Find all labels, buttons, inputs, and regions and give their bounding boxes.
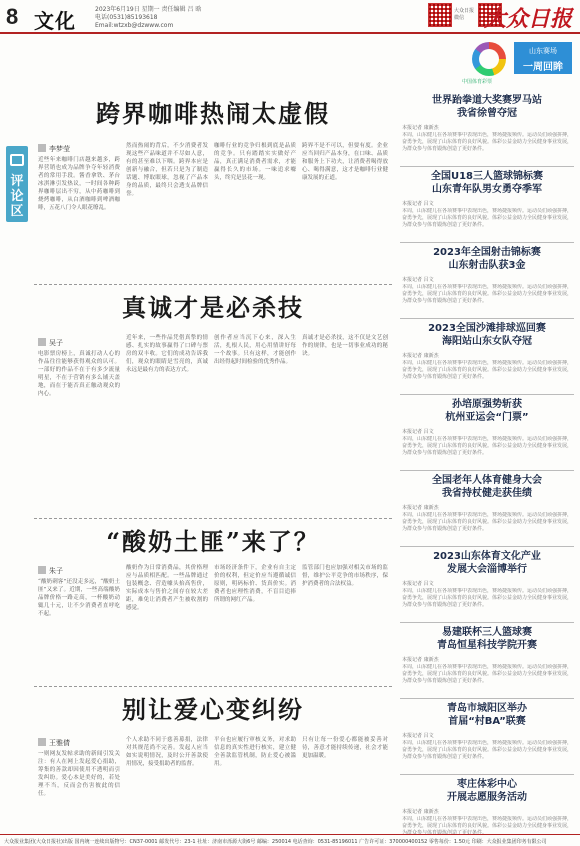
article-text: 酸奶作为日常消费品，其价格理应与品质相匹配。一些品牌通过包装概念、营造噱头抬高售价，实际成本与售价之间存在较大差距，难免让消费者产生被收割的感觉。 [126, 565, 208, 611]
section-title: 文化 [34, 9, 76, 33]
sidebar-news-text: 本周，山东健儿在各项赛事中表现出色，赛场捷报频传。运动员们顽强拼搏，奋勇争先，展现了山东体育的良好风貌。体彩公益金助力全民健身事业发展，为群众参与体育锻炼创造了更好条件。 [402, 512, 572, 532]
sidebar-news-title: 2023全国沙滩排球巡回赛 海阳站山东女队夺冠 [428, 323, 546, 347]
sidebar-banner [400, 36, 574, 86]
page-number: 8 [6, 4, 19, 29]
badge-line-1: 山东赛场 [529, 47, 557, 55]
article-text: 跨界不是不可以，但要有度。企业应当回归产品本身，在口味、品质和服务上下功夫，让消费者喝得放心、喝得满意，这才是咖啡行业健康发展的正道。 [302, 143, 388, 181]
sidebar-news-text: 本周，山东健儿在各项赛事中表现出色，赛场捷报频传。运动员们顽强拼搏，奋勇争先，展现了山东体育的良好风貌。体彩公益金助力全民健身事业发展，为群众参与体育锻炼创造了更好条件。 [402, 436, 572, 456]
left-rail [0, 36, 32, 836]
sidebar-news-byline: 本报记者 康新杰 [402, 657, 439, 663]
author-name: 吴子 [49, 339, 63, 347]
article-headline: “酸奶土匪”来了？ [106, 527, 320, 556]
section-divider [34, 284, 392, 285]
sidebar-news-title: 枣庄体彩中心 开展志愿服务活动 [447, 779, 527, 803]
sidebar-news-byline: 本报记者 吕文 [402, 581, 434, 587]
article-author [38, 566, 63, 576]
newspaper-masthead: 大众日报 [483, 6, 572, 32]
sidebar-news-title: 青岛市城阳区举办 首届“村BA”联赛 [447, 703, 527, 727]
article-text: 个人求助不同于慈善募捐，法律对其规范尚不完善。发起人应当如实说明情况，及时公开善款使用情况，接受捐助者的监督。 [126, 737, 208, 767]
sidebar-divider [400, 470, 574, 471]
qr-label: 大众日报微信 [454, 8, 475, 21]
article-author [38, 338, 63, 348]
sidebar-divider [400, 774, 574, 775]
sidebar-news-title: 2023山东体育文化产业 发展大会淄博举行 [433, 551, 541, 575]
banner-subtitle: 中国体育彩票 [462, 79, 493, 85]
header-meta [95, 6, 395, 30]
sidebar-news-byline: 本报记者 吕文 [402, 277, 434, 283]
phone-line: 电话(0531)85193618 [95, 14, 158, 21]
author-marker-icon [38, 738, 46, 746]
article-text: 监管部门也应加强对相关市场的监督，维护公平竞争的市场秩序，保护消费者的合法权益。 [302, 565, 388, 587]
article-text: 市场经济条件下，企业有自主定价的权利，但定价应当遵循诚信原则，明码标价、货真价实。消费者也应理性消费，不盲目追捧所谓的网红产品。 [214, 565, 296, 603]
article-headline: 别让爱心变纠纷 [122, 695, 304, 724]
section-divider [34, 686, 392, 687]
author-marker-icon [38, 566, 46, 574]
sidebar-news-text: 本周，山东健儿在各项赛事中表现出色，赛场捷报频传。运动员们顽强拼搏，奋勇争先，展现了山东体育的良好风貌。体彩公益金助力全民健身事业发展，为群众参与体育锻炼创造了更好条件。 [402, 360, 572, 380]
sidebar-news-byline: 本报记者 吕文 [402, 429, 434, 435]
sidebar-news-byline: 本报记者 康新杰 [402, 809, 439, 815]
sidebar-divider [400, 166, 574, 167]
section-divider [34, 518, 392, 519]
sidebar-news-byline: 本报记者 康新杰 [402, 125, 439, 131]
page-header [0, 0, 580, 34]
sidebar-news-text: 本周，山东健儿在各项赛事中表现出色，赛场捷报频传。运动员们顽强拼搏，奋勇争先，展现了山东体育的良好风貌。体彩公益金助力全民健身事业发展，为群众参与体育锻炼创造了更好条件。 [402, 132, 572, 152]
sidebar-news-title: 2023年全国射击锦标赛 山东射击队获3金 [433, 247, 541, 271]
sidebar-news-text: 本周，山东健儿在各项赛事中表现出色，赛场捷报频传。运动员们顽强拼搏，奋勇争先，展现了山东体育的良好风貌。体彩公益金助力全民健身事业发展，为群众参与体育锻炼创造了更好条件。 [402, 284, 572, 304]
article-author [38, 144, 70, 154]
sports-sidebar [400, 36, 574, 836]
author-name: 李梦莹 [49, 145, 70, 153]
sidebar-news-byline: 本报记者 康新杰 [402, 505, 439, 511]
sidebar-news-text: 本周，山东健儿在各项赛事中表现出色，赛场捷报频传。运动员们顽强拼搏，奋勇争先，展现了山东体育的良好风貌。体彩公益金助力全民健身事业发展，为群众参与体育锻炼创造了更好条件。 [402, 208, 572, 228]
sidebar-news-text: 本周，山东健儿在各项赛事中表现出色，赛场捷报频传。运动员们顽强拼搏，奋勇争先，展现了山东体育的良好风貌。体彩公益金助力全民健身事业发展，为群众参与体育锻炼创造了更好条件。 [402, 816, 572, 836]
badge-line-2: 一周回眸 [523, 62, 563, 73]
article-text: 一则网友发帖求助的新闻引发关注：有人在网上发起爱心捐助，筹集的善款却因使用不透明而引发纠纷。爱心本是美好的，若处理不当，反而会伤害彼此的信任。 [38, 751, 120, 797]
email-line: Email:wtzxb@dzwww.com [95, 22, 174, 29]
article-text: 平台也应履行审核义务，对求助信息的真实性进行核实，建立健全善款监管机制，防止爱心被滥用。 [214, 737, 296, 767]
sidebar-news-text: 本周，山东健儿在各项赛事中表现出色，赛场捷报频传。运动员们顽强拼搏，奋勇争先，展现了山东体育的良好风貌。体彩公益金助力全民健身事业发展，为群众参与体育锻炼创造了更好条件。 [402, 588, 572, 608]
article-text: 只有让每一份爱心都能被妥善对待，善意才能持续传递，社会才能更加温暖。 [302, 737, 388, 759]
sidebar-news-byline: 本报记者 吕文 [402, 201, 434, 207]
rail-label: 评论区 [10, 174, 24, 219]
article-headline: 真诚才是必杀技 [122, 293, 304, 322]
article-headline: 跨界咖啡热闹太虚假 [96, 99, 330, 128]
sidebar-divider [400, 394, 574, 395]
sidebar-news-title: 孙培原强势斩获 杭州亚运会“门票” [445, 399, 529, 423]
article-text: 近年来，一些作品凭借真挚的情感、扎实的故事赢得了口碑与票房的双丰收。它们的成功告诉我们，观众的眼睛是雪亮的，真诚永远是最有力的表达方式。 [126, 335, 208, 373]
page-footer: 大众报业集团(大众日报社)出版 国内统一连续出版物号：CN37-0001 邮发代号：23-1 社址：济南市泺源大街6号 邮编：250014 电话查询：0531-85196011 广告许可证：370000400152 零售每份：1.50元 印刷：大众报业集团印务有限公司 [0, 834, 580, 846]
sidebar-news-text: 本周，山东健儿在各项赛事中表现出色，赛场捷报频传。运动员们顽强拼搏，奋勇争先，展现了山东体育的良好风貌。体彩公益金助力全民健身事业发展，为群众参与体育锻炼创造了更好条件。 [402, 664, 572, 684]
article-text: “酸奶刺客”还没走多远，“酸奶土匪”又来了。近期，一些高端酸奶品牌价格一路走高，一杯酸奶动辄几十元，让不少消费者直呼吃不起。 [38, 579, 120, 617]
article-text: 咖啡行业的竞争归根到底是品质的竞争。只有踏踏实实做好产品，真正满足消费者需求，才能赢得长久的市场。一味追求噱头，终究是昙花一现。 [214, 143, 296, 181]
banner-badge [514, 42, 572, 74]
article-text: 近些年来咖啡门店越来越多，跨界营销也成为品牌争夺年轻消费者的常用手段。酱香拿铁、茅台冰淇淋引发热议，一时间各种跨界咖啡层出不穷，从中药咖啡到烧烤咖啡，从白酒咖啡到啤酒咖啡，五花八门令人眼花缭乱。 [38, 157, 120, 211]
sidebar-news-byline: 本报记者 吕文 [402, 733, 434, 739]
sidebar-news-title: 全国U18三人篮球锦标赛 山东青年队男女勇夺季军 [430, 171, 544, 195]
sidebar-divider [400, 622, 574, 623]
sidebar-news-text: 本周，山东健儿在各项赛事中表现出色，赛场捷报频传。运动员们顽强拼搏，奋勇争先，展现了山东体育的良好风貌。体彩公益金助力全民健身事业发展，为群众参与体育锻炼创造了更好条件。 [402, 740, 572, 760]
sidebar-news-title: 世界跆拳道大奖赛罗马站 我省徐曾夺冠 [432, 95, 542, 119]
article-author [38, 738, 70, 748]
sidebar-news-byline: 本报记者 康新杰 [402, 353, 439, 359]
sidebar-divider [400, 546, 574, 547]
author-marker-icon [38, 144, 46, 152]
sidebar-news-title: 全国老年人体育健身大会 我省持杖健走获佳绩 [432, 475, 542, 499]
sidebar-divider [400, 318, 574, 319]
article-text: 然而热闹的背后，不少消费者发现这些产品味道并不尽如人意，有的甚至难以下咽。跨界本应是创新与融合，但若只是为了制造话题、博取眼球，忽视了产品本身的品质，最终只会透支品牌信誉。 [126, 143, 208, 197]
main-articles [34, 36, 392, 836]
date-line: 2023年6月19日 星期一 责任编辑 吕 晗 [95, 6, 202, 13]
article-text: 创作者应当沉下心来，深入生活，扎根人民，用心用情讲好每一个故事。只有这样，才能创作出经得起时间检验的优秀作品。 [214, 335, 296, 365]
speech-bubble-icon [10, 154, 24, 166]
article-text: 真诚才是必杀技，这不仅是文艺创作的规律，也是一切事业成功的秘诀。 [302, 335, 388, 357]
qr-code-icon [428, 3, 452, 27]
sidebar-divider [400, 698, 574, 699]
lottery-logo-icon [472, 42, 506, 76]
article-text: 电影票房榜上，真诚打动人心的作品往往能够获得观众的认可。一部好的作品不在于有多少流量明星，不在于营销有多么铺天盖地，而在于能否真正触动观众的内心。 [38, 351, 120, 397]
author-name: 朱子 [49, 567, 63, 575]
sidebar-news-title: 易建联杯三人篮球赛 青岛恒星科技学院开赛 [437, 627, 537, 651]
author-marker-icon [38, 338, 46, 346]
sidebar-divider [400, 242, 574, 243]
author-name: 王雅倩 [49, 739, 70, 747]
